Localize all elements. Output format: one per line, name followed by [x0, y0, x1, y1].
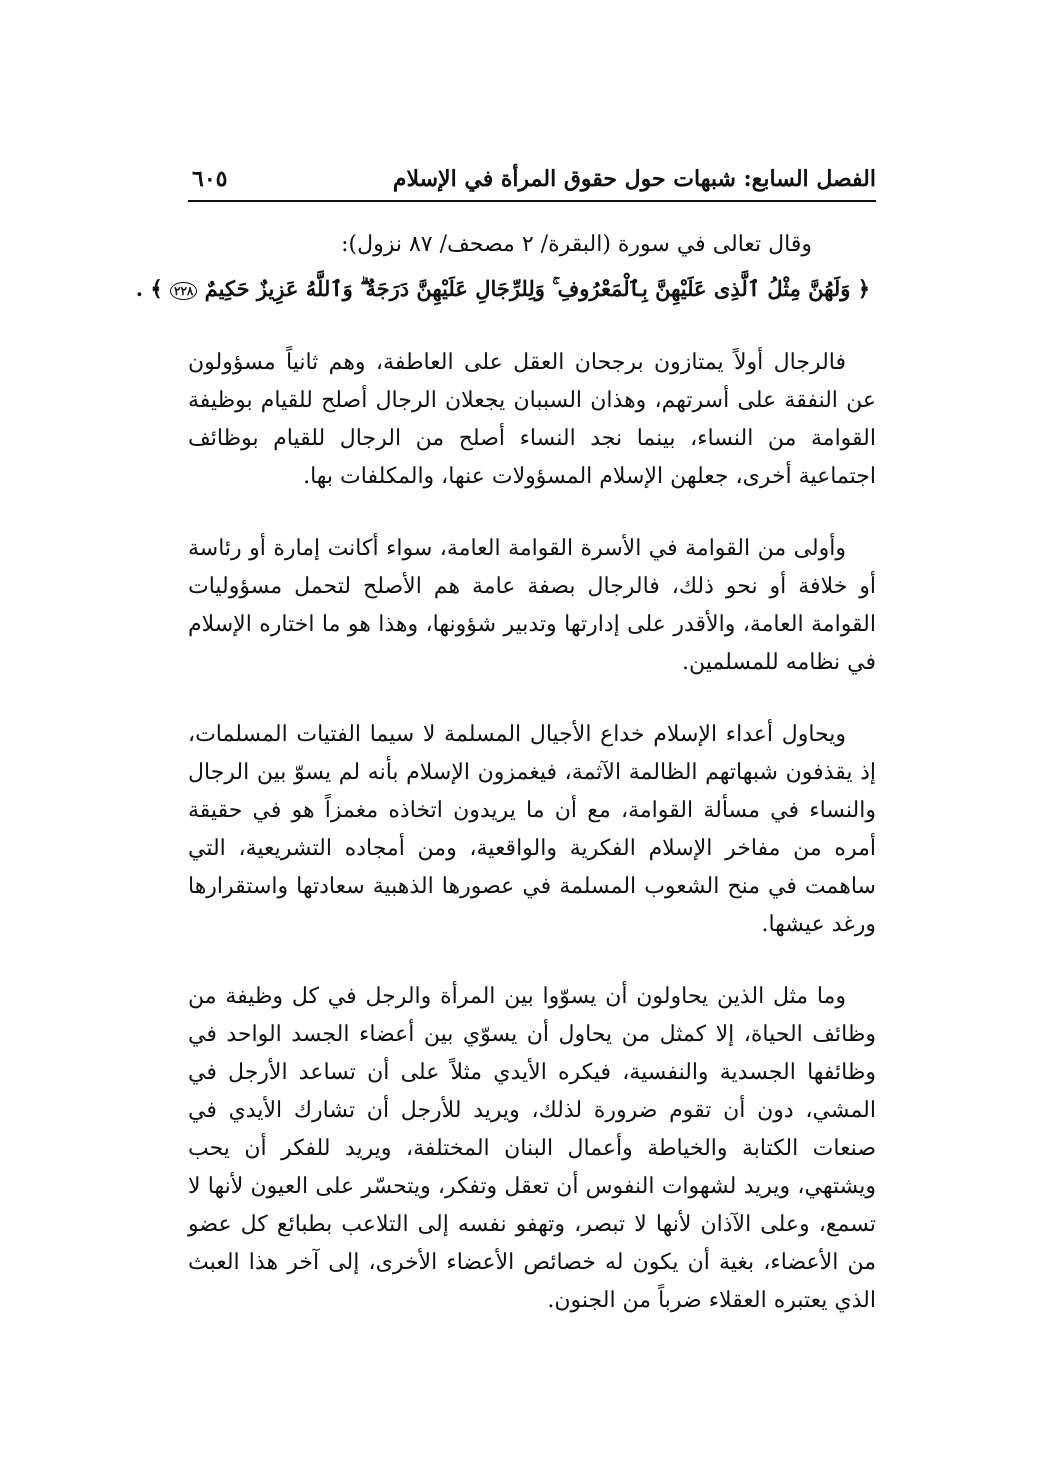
page-body [135, 226, 876, 1320]
paragraph-3: ويحاول أعداء الإسلام خداع الأجيال المسلمة لا سيما الفتيات المسلمات، إذ يقذفون شبهاتهم الظالمة الآثمة، فيغمزون الإسلام بأنه لم يسوّ بين الرجال والنساء في مسألة القوامة، مع أن ما يريدون اتخاذه مغمزاً هو في حقيقة أمره من مفاخر الإسلام الفكرية والواقعية، ومن أمجاده التشريعية، التي ساهمت في منح الشعوب المسلمة في عصورها الذهبية سعادتها واستقرارها ورغد عيشها. [188, 722, 876, 937]
verse-close-bracket: ﴾ . [135, 276, 163, 301]
quran-verse [135, 270, 876, 308]
running-header [188, 160, 876, 202]
verse-number-marker: ٢٢٨ [170, 282, 197, 300]
page-number: ٦٠٥ [192, 166, 228, 192]
verse-open-bracket: ﴿ [857, 276, 870, 301]
paragraph-4: وما مثل الذين يحاولون أن يسوّوا بين المرأة والرجل في كل وظيفة من وظائف الحياة، إلا كمثل من يحاول أن يسوّي بين أعضاء الجسد الواحد في وظائفها الجسدية والنفسية، فيكره الأيدي مثلاً على أن تساعد الأرجل في المشي، دون أن تقوم ضرورة لذلك، ويريد للأرجل أن تشارك الأيدي في صنعات الكتابة والخياطة وأعمال البنان المختلفة، ويريد للفكر أن يحب ويشتهي، ويريد لشهوات النفوس أن تعقل وتفكر، ويتحسّر على العيون لأنها لا تسمع، وعلى الآذان لأنها لا تبصر، وتهفو نفسه إلى التلاعب بطبائع كل عضو من الأعضاء، بغية أن يكون له خصائص الأعضاء الأخرى، إلى آخر هذا العبث الذي يعتبره العقلاء ضرباً من الجنون. [188, 984, 876, 1313]
paragraph-2: وأولى من القوامة في الأسرة القوامة العامة، سواء أكانت إمارة أو رئاسة أو خلافة أو نحو ذلك، فالرجال بصفة عامة هم الأصلح لتحمل مسؤوليات القوامة العامة، والأقدر على إدارتها وتدبير شؤونها، وهذا هو ما اختاره الإسلام في نظامه للمسلمين. [188, 536, 876, 675]
chapter-title: الفصل السابع: شبهات حول حقوق المرأة في الإسلام [392, 166, 876, 192]
verse-intro: وقال تعالى في سورة (البقرة/ ٢ مصحف/ ٨٧ نزول): [341, 232, 812, 257]
verse-text: وَلَهُنَّ مِثْلُ ٱلَّذِى عَلَيْهِنَّ بِٱلْمَعْرُوفِ ۚ وَلِلرِّجَالِ عَلَيْهِنَّ دَرَجَةٌ ۗ وَٱللَّهُ عَزِيزٌ حَكِيمٌ [204, 276, 851, 301]
paragraph-1: فالرجال أولاً يمتازون برجحان العقل على العاطفة، وهم ثانياً مسؤولون عن النفقة على أسرتهم، وهذان السببان يجعلان الرجال أصلح للقيام بوظيفة القوامة من النساء، بينما نجد النساء أصلح من الرجال للقيام بوظائف اجتماعية أخرى، جعلهن الإسلام المسؤولات عنها، والمكلفات بها. [188, 350, 876, 489]
